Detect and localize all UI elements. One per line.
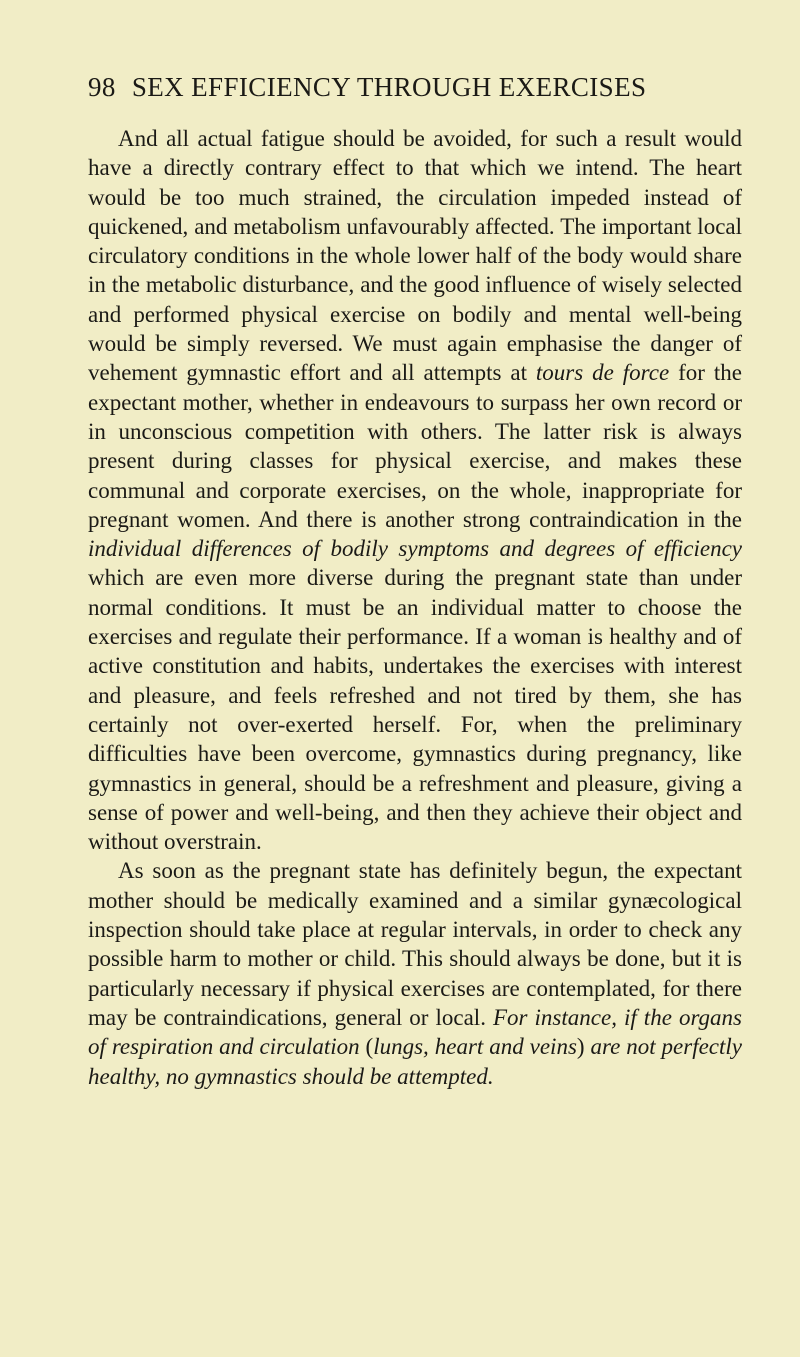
paragraph-2-text-1: As soon as the pregnant state has definitely begun, the expectant mother should be medically examined and a similar gynæcological inspection should take place at regular intervals, in order to check any possible harm to mother or child. This should always be done, but it is particularly necessary if physical exercises are contemplated, for there may be contraindications, general or local.	[88, 858, 742, 1030]
paragraph-2-italic-not-healthy: are not perfectly healthy, no gymnastics should be attempted.	[88, 1034, 743, 1089]
paragraph-1-text-2: for the expectant mother, whether in endeavours to surpass her own record or in unconscious competition with others. The latter risk is always present during classes for physical exercise, and makes these communal and corporate exercises, on the whole, inappropriate for pregnant women. And there is another strong contraindication in the	[88, 360, 742, 532]
paragraph-medical-examination	[88, 856, 742, 1090]
paragraph-fatigue	[88, 124, 742, 856]
paragraph-1-text-3: which are even more diverse during the pregnant state than under normal conditions. It must be an individual matter to choose the exercises and regulate their performance. If a woman is healthy and of active constitution and habits, undertakes the exercises with interest and pleasure, and feels refreshed and not tired by them, she has certainly not over-exerted herself. For, when the preliminary difficulties have been overcome, gymnastics during pregnancy, like gymnastics in general, should be a refreshment and pleasure, giving a sense of power and well-being, and then they achieve their object and without overstrain.	[88, 565, 742, 855]
paragraph-2-text-3: )	[576, 1034, 591, 1060]
running-head	[88, 70, 714, 104]
paragraph-1-italic-tours-de-force: tours de force	[535, 360, 670, 386]
paragraph-2-text-2: (	[359, 1034, 374, 1060]
paragraph-2-italic-for-instance: For instance, if the organs of respiration and circulation	[88, 1004, 742, 1060]
paragraph-1-text-1: And all actual fatigue should be avoided, for such a result would have a directly contrary effect to that which we intend. The heart would be too much strained, the circulation impeded instead of quickened, and metabolism unfavourably affected. The important local circulatory conditions in the whole lower half of the body would share in the metabolic disturbance, and the good influence of wisely selected and performed physical exercise on bodily and mental well-being would be simply reversed. We must again emphasise the danger of vehement gymnastic effort and all attempts at	[88, 126, 742, 386]
paragraph-1-italic-individual-differences: individual differences of bodily symptoms and degrees of efficiency	[88, 536, 742, 562]
body-text	[88, 124, 742, 1091]
paragraph-2-italic-lungs-heart-veins: lungs, heart and veins	[373, 1034, 577, 1060]
page-number: 98	[88, 72, 116, 102]
running-title: SEX EFFICIENCY THROUGH EXERCISES	[131, 72, 647, 102]
